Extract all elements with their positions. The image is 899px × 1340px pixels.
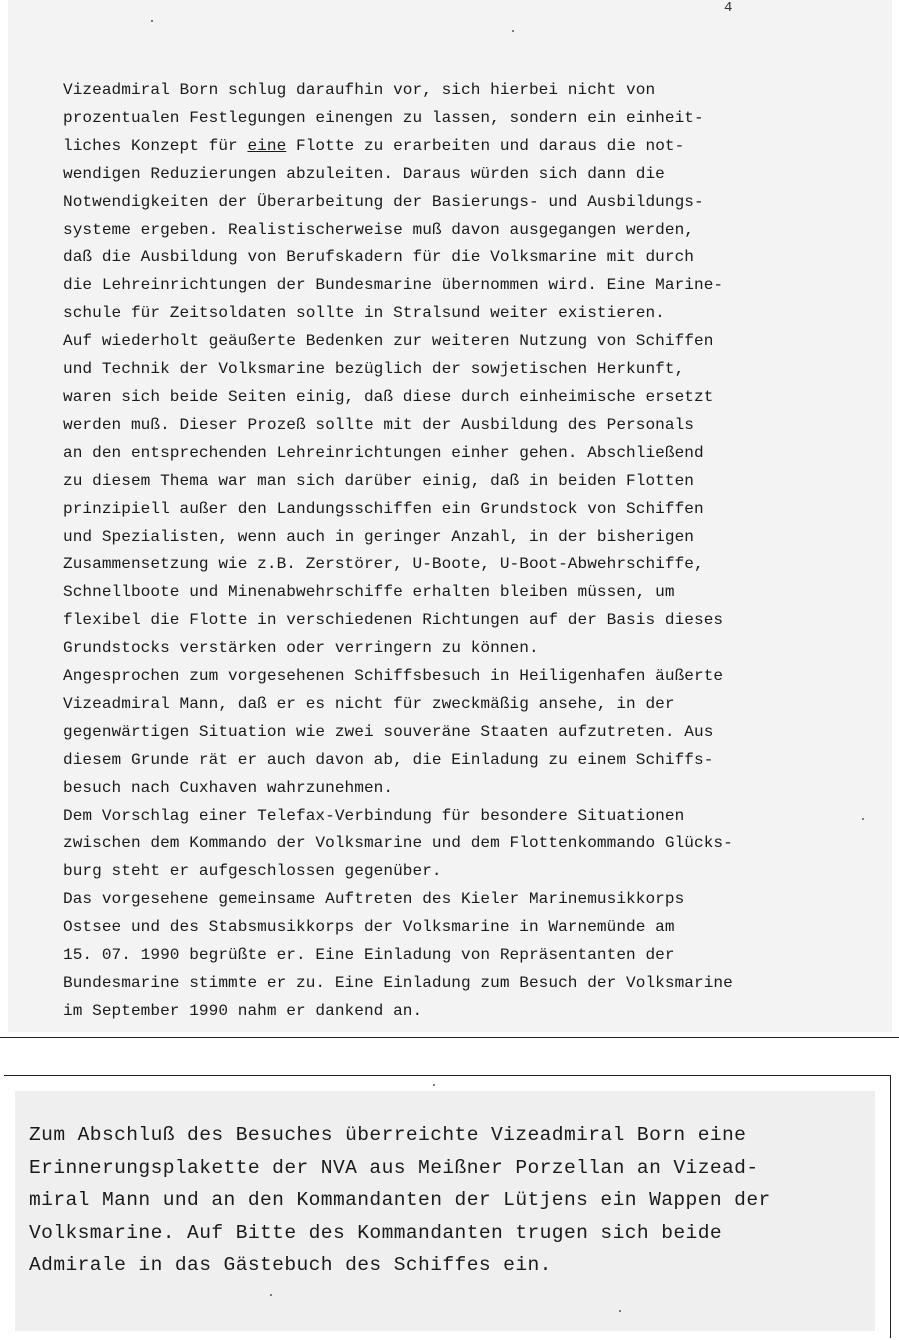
text-line: prinzipiell außer den Landungsschiffen ein Grundstock von Schiffen [63, 499, 704, 518]
text-line: Notwendigkeiten der Überarbeitung der Basierungs- und Ausbildungs- [63, 192, 704, 211]
text-line: schule für Zeitsoldaten sollte in Stralsund weiter existieren. [63, 304, 665, 323]
scan-speck [619, 1310, 621, 1312]
text-line: Schnellboote und Minenabwehrschiffe erhalten bleiben müssen, um [63, 583, 675, 602]
text-line: werden muß. Dieser Prozeß sollte mit der Ausbildung des Personals [63, 415, 695, 434]
text-line: an den entsprechenden Lehreinrichtungen einher gehen. Abschließend [63, 443, 704, 462]
underlined-word: eine [247, 136, 287, 155]
text-line: diesem Grunde rät er auch davon ab, die Einladung zu einem Schiffs- [63, 750, 714, 769]
text-segment: liches Konzept für [63, 136, 248, 155]
text-line: zwischen dem Kommando der Volksmarine und dem Flottenkommando Glücks- [63, 834, 733, 853]
box-text-line: Zum Abschluß des Besuches überreichte Vizeadmiral Born eine [29, 1124, 747, 1146]
text-line: die Lehreinrichtungen der Bundesmarine übernommen wird. Eine Marine- [63, 276, 724, 295]
text-line: besuch nach Cuxhaven wahrzunehmen. [63, 778, 394, 797]
text-line: Dem Vorschlag einer Telefax-Verbindung für besondere Situationen [63, 806, 685, 825]
text-line: Vizeadmiral Born schlug daraufhin vor, sich hierbei nicht von [63, 81, 656, 99]
page-divider [0, 1037, 899, 1038]
text-line: zu diesem Thema war man sich darüber einig, daß in beiden Flotten [63, 471, 695, 490]
box-text-line: Volksmarine. Auf Bitte des Kommandanten trugen sich beide [29, 1221, 723, 1244]
main-text-block [63, 77, 863, 1026]
box-text-line: Erinnerungsplakette der NVA aus Meißner Porzellan an Vizead- [29, 1156, 759, 1179]
text-line: daß die Ausbildung von Berufskadern für die Volksmarine mit durch [63, 248, 695, 267]
text-line: waren sich beide Seiten einig, daß diese durch einheimische ersetzt [63, 387, 714, 406]
box-text-block [29, 1119, 869, 1282]
page-number: 4 [724, 0, 733, 16]
box-text-line: miral Mann und an den Kommandanten der Lütjens ein Wappen der [29, 1189, 771, 1212]
scan-speck [512, 30, 514, 32]
text-line: prozentualen Festlegungen einengen zu lassen, sondern ein einheit- [63, 108, 704, 127]
scan-speck [862, 818, 864, 820]
scan-speck [151, 20, 153, 22]
text-line: Grundstocks verstärken oder verringern zu können. [63, 639, 539, 658]
text-line: wendigen Reduzierungen abzuleiten. Daraus würden sich dann die [63, 164, 665, 183]
text-line: gegenwärtigen Situation wie zwei souveräne Staaten aufzutreten. Aus [63, 722, 714, 741]
text-line-with-underline [63, 133, 863, 161]
box-text-line: Admirale in das Gästebuch des Schiffes ein. [29, 1254, 552, 1277]
text-line: Das vorgesehene gemeinsame Auftreten des Kieler Marinemusikkorps [63, 890, 685, 909]
text-line: Bundesmarine stimmte er zu. Eine Einladung zum Besuch der Volksmarine [63, 974, 733, 992]
text-line: Zusammensetzung wie z.B. Zerstörer, U-Boote, U-Boot-Abwehrschiffe, [63, 555, 704, 574]
text-line: Vizeadmiral Mann, daß er es nicht für zweckmäßig ansehe, in der [63, 694, 675, 713]
text-line: im September 1990 nahm er dankend an. [63, 1001, 423, 1020]
text-segment: Flotte zu erarbeiten und daraus die not- [286, 136, 685, 155]
text-line: systeme ergeben. Realistischerweise muß davon ausgegangen werden, [63, 220, 695, 239]
text-line: flexibel die Flotte in verschiedenen Richtungen auf der Basis dieses [63, 611, 724, 630]
text-line: 15. 07. 1990 begrüßte er. Eine Einladung von Repräsentanten der [63, 946, 675, 965]
scan-speck [433, 1084, 435, 1086]
text-line: und Technik der Volksmarine bezüglich der sowjetischen Herkunft, [63, 360, 685, 379]
scan-speck [270, 1294, 272, 1296]
text-line: burg steht er aufgeschlossen gegenüber. [63, 862, 442, 881]
text-line: und Spezialisten, wenn auch in geringer Anzahl, in der bisherigen [63, 527, 695, 546]
text-line: Angesprochen zum vorgesehenen Schiffsbesuch in Heiligenhafen äußerte [63, 667, 724, 686]
text-line: Ostsee und des Stabsmusikkorps der Volksmarine in Warnemünde am [63, 918, 675, 937]
text-line: Auf wiederholt geäußerte Bedenken zur weiteren Nutzung von Schiffen [63, 332, 714, 351]
